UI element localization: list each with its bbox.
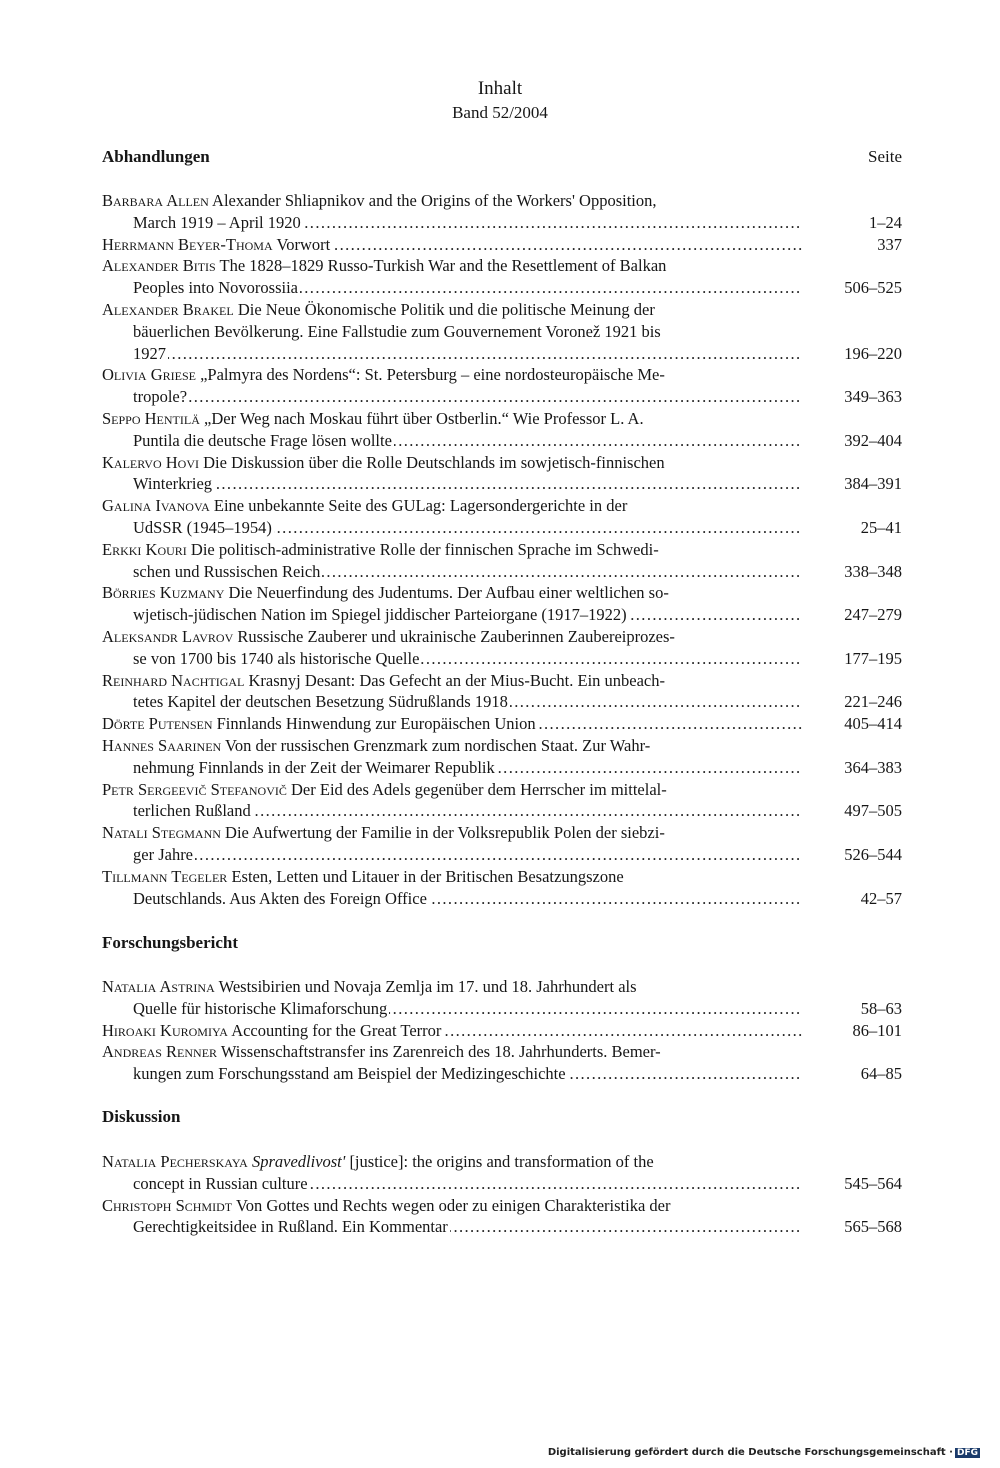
dfg-logo: DFG	[956, 1448, 978, 1458]
page-title: Inhalt	[477, 78, 523, 99]
page-range: 64–85	[860, 1064, 902, 1084]
entry-title-line: Von der russischen Grenzmark zum nordischen Staat. Zur Wahr-	[225, 735, 651, 755]
author-name: Börries Kuzmany	[102, 583, 225, 603]
page-range: 338–348	[844, 561, 902, 581]
entry-title-line: bäuerlichen Bevölkerung. Eine Fallstudie zum Gouvernement Voronež 1921 bis	[133, 321, 661, 341]
entry-title-line: Esten, Letten und Litauer in der Britischen Besatzungszone	[231, 866, 624, 886]
author-name: Reinhard Nachtigal	[102, 670, 245, 690]
toc-entry	[102, 1195, 902, 1239]
entry-title-line: „Palmyra des Nordens“: St. Petersburg – eine nordosteuropäische Me-	[200, 365, 665, 385]
section-entries-diskussion	[102, 1151, 902, 1238]
page-range: 349–363	[844, 387, 902, 407]
page-range: 58–63	[860, 998, 902, 1018]
entry-title-line: [justice]: the origins and transformation of the	[349, 1152, 654, 1171]
page-range: 526–544	[844, 844, 902, 864]
toc-entry	[102, 495, 902, 539]
author-name: Christoph Schmidt	[102, 1195, 233, 1215]
entry-title-line: „Der Weg nach Moskau führt über Ostberlin.“ Wie Professor L. A.	[204, 408, 644, 428]
toc-entry	[102, 255, 902, 299]
section-entries-forschungsbericht	[102, 976, 902, 1085]
author-name: Erkki Kouri	[102, 539, 187, 559]
toc-entry	[102, 452, 902, 496]
entry-title-line: Von Gottes und Rechts wegen oder zu einigen Charakteristika der	[235, 1195, 671, 1215]
entry-title-line: tetes Kapitel der deutschen Besetzung Südrußlands 1918	[133, 692, 508, 712]
section-heading-abhandlungen	[102, 146, 902, 168]
toc-entry	[102, 234, 902, 256]
toc-entry	[102, 1020, 902, 1042]
entry-title-line: Krasnyj Desant: Das Gefecht an der Mius-Bucht. Ein unbeach-	[248, 670, 665, 690]
section-heading-diskussion	[102, 1106, 902, 1128]
entry-title-line: Quelle für historische Klimaforschung	[133, 998, 388, 1018]
toc-entry	[102, 976, 902, 1020]
page-range: 337	[877, 234, 902, 254]
entry-title-line: Westsibirien und Novaja Zemlja im 17. und 18. Jahrhundert als	[218, 977, 637, 996]
author-name: Andreas Renner	[102, 1042, 218, 1062]
entry-title-line: terlichen Rußland	[133, 801, 251, 821]
page-range: 565–568	[844, 1217, 902, 1237]
entry-title-line: UdSSR (1945–1954)	[133, 517, 272, 537]
toc-entry	[102, 822, 902, 866]
entry-title-line: ger Jahre	[133, 844, 194, 864]
page-range: 497–505	[844, 801, 902, 821]
page-range: 1–24	[869, 212, 902, 232]
author-name: Natalia Astrina	[102, 977, 215, 996]
page-range: 25–41	[860, 517, 902, 537]
toc-entry	[102, 670, 902, 714]
entry-title-line: Die Aufwertung der Familie in der Volksrepublik Polen der siebzi-	[225, 823, 665, 843]
author-name: Natali Stegmann	[102, 823, 221, 843]
entry-title-line: Puntila die deutsche Frage lösen wollte	[133, 430, 392, 450]
footer-credit	[548, 1447, 980, 1458]
entry-title-line: Eine unbekannte Seite des GULag: Lagersondergerichte in der	[213, 496, 628, 516]
author-name: Petr Sergeevič Stefanovič	[102, 779, 287, 799]
section-heading-forschungsbericht	[102, 932, 902, 954]
entry-title-line: tropole?	[133, 387, 188, 407]
author-name: Tillmann Tegeler	[102, 866, 228, 886]
toc-entry	[102, 299, 902, 364]
author-name: Olivia Griese	[102, 365, 196, 385]
author-name: Dörte Putensen	[102, 714, 213, 734]
page-range: 384–391	[844, 474, 902, 494]
toc-entry	[102, 626, 902, 670]
toc-entry	[102, 582, 902, 626]
entry-title-line: schen und Russischen Reich	[133, 561, 321, 581]
section-title: Diskussion	[102, 1107, 181, 1126]
page-range: 177–195	[844, 648, 902, 668]
entry-title-line: Die Neuerfindung des Judentums. Der Aufbau einer weltlichen so-	[228, 583, 669, 603]
author-name: Barbara Allen	[102, 191, 209, 210]
author-name: Aleksandr Lavrov	[102, 626, 234, 646]
entry-title-line: Alexander Shliapnikov and the Origins of the Workers' Opposition,	[212, 191, 657, 210]
toc-entry	[102, 364, 902, 408]
author-name: Alexander Brakel	[102, 299, 234, 319]
page-range: 392–404	[844, 430, 902, 450]
section-entries-abhandlungen	[102, 190, 902, 909]
footer-text: Digitalisierung gefördert durch die Deutsche Forschungsgemeinschaft ·	[547, 1447, 953, 1458]
entry-title-line: Der Eid des Adels gegenüber dem Herrscher im mittelal-	[291, 779, 667, 799]
entry-title-line: se von 1700 bis 1740 als historische Quelle	[133, 648, 420, 668]
page-range: 545–564	[844, 1173, 902, 1193]
entry-title-line: Deutschlands. Aus Akten des Foreign Office	[133, 888, 427, 908]
page-range: 221–246	[844, 692, 902, 712]
author-name: Hiroaki Kuromiya	[102, 1020, 228, 1040]
entry-title-line: kungen zum Forschungsstand am Beispiel der Medizingeschichte	[133, 1064, 566, 1084]
page-column-header: Seite	[868, 147, 902, 166]
entry-title-line: The 1828–1829 Russo-Turkish War and the Resettlement of Balkan	[219, 256, 667, 276]
page-range: 364–383	[844, 757, 902, 777]
entry-title-line: wjetisch-jüdischen Nation im Spiegel jiddischer Parteiorgane (1917–1922)	[133, 605, 627, 625]
entry-title-line: Die politisch-administrative Rolle der finnischen Sprache im Schwedi-	[190, 539, 659, 559]
page-subtitle: Band 52/2004	[452, 103, 548, 122]
entry-title-line: nehmung Finnlands in der Zeit der Weimarer Republik	[133, 757, 495, 777]
page-range: 405–414	[844, 714, 902, 734]
entry-title-line: 1927	[133, 343, 166, 363]
entry-title-line: Vorwort	[276, 234, 331, 254]
entry-title-line: concept in Russian culture	[133, 1173, 308, 1193]
author-name: Alexander Bitis	[102, 256, 216, 276]
page-range: 506–525	[844, 278, 902, 298]
entry-title-line: Wissenschaftstransfer ins Zarenreich des 18. Jahrhunderts. Bemer-	[220, 1042, 661, 1062]
page-range: 86–101	[852, 1020, 902, 1040]
entry-title-line: Accounting for the Great Terror	[231, 1020, 442, 1040]
section-title: Forschungsbericht	[102, 933, 238, 952]
author-name: Galina Ivanova	[102, 496, 210, 516]
entry-title-line: Gerechtigkeitsidee in Rußland. Ein Kommentar	[133, 1217, 448, 1237]
toc-entry	[102, 735, 902, 779]
toc-entry	[102, 1151, 902, 1195]
entry-title-line: Die Diskussion über die Rolle Deutschlands im sowjetisch-finnischen	[203, 452, 665, 472]
page-range: 42–57	[860, 888, 902, 908]
section-title: Abhandlungen	[102, 147, 210, 166]
author-name: Kalervo Hovi	[102, 452, 199, 472]
toc-entry	[102, 779, 902, 823]
toc-entry	[102, 190, 902, 234]
entry-title-line: Winterkrieg	[133, 474, 213, 494]
page-range: 196–220	[844, 343, 902, 363]
toc-entry	[102, 713, 902, 735]
toc-entry	[102, 1041, 902, 1085]
page-range: 247–279	[844, 605, 902, 625]
entry-title-line: Die Neue Ökonomische Politik und die politische Meinung der	[237, 299, 655, 319]
italic-title: Spravedlivost'	[251, 1152, 346, 1171]
author-name: Hannes Saarinen	[102, 735, 222, 755]
toc-entry	[102, 539, 902, 583]
entry-title-line: Peoples into Novorossiia	[133, 278, 298, 298]
entry-title-line: March 1919 – April 1920	[133, 212, 301, 232]
entry-title-line: Finnlands Hinwendung zur Europäischen Union	[216, 714, 536, 734]
toc-entry	[102, 866, 902, 910]
author-name: Natalia Pecherskaya	[102, 1152, 248, 1171]
entry-title-line: Russische Zauberer und ukrainische Zauberinnen Zaubereiprozes-	[237, 626, 675, 646]
author-name: Seppo Hentilä	[102, 408, 200, 428]
author-name: Herrmann Beyer-Thoma	[102, 234, 273, 254]
toc-entry	[102, 408, 902, 452]
